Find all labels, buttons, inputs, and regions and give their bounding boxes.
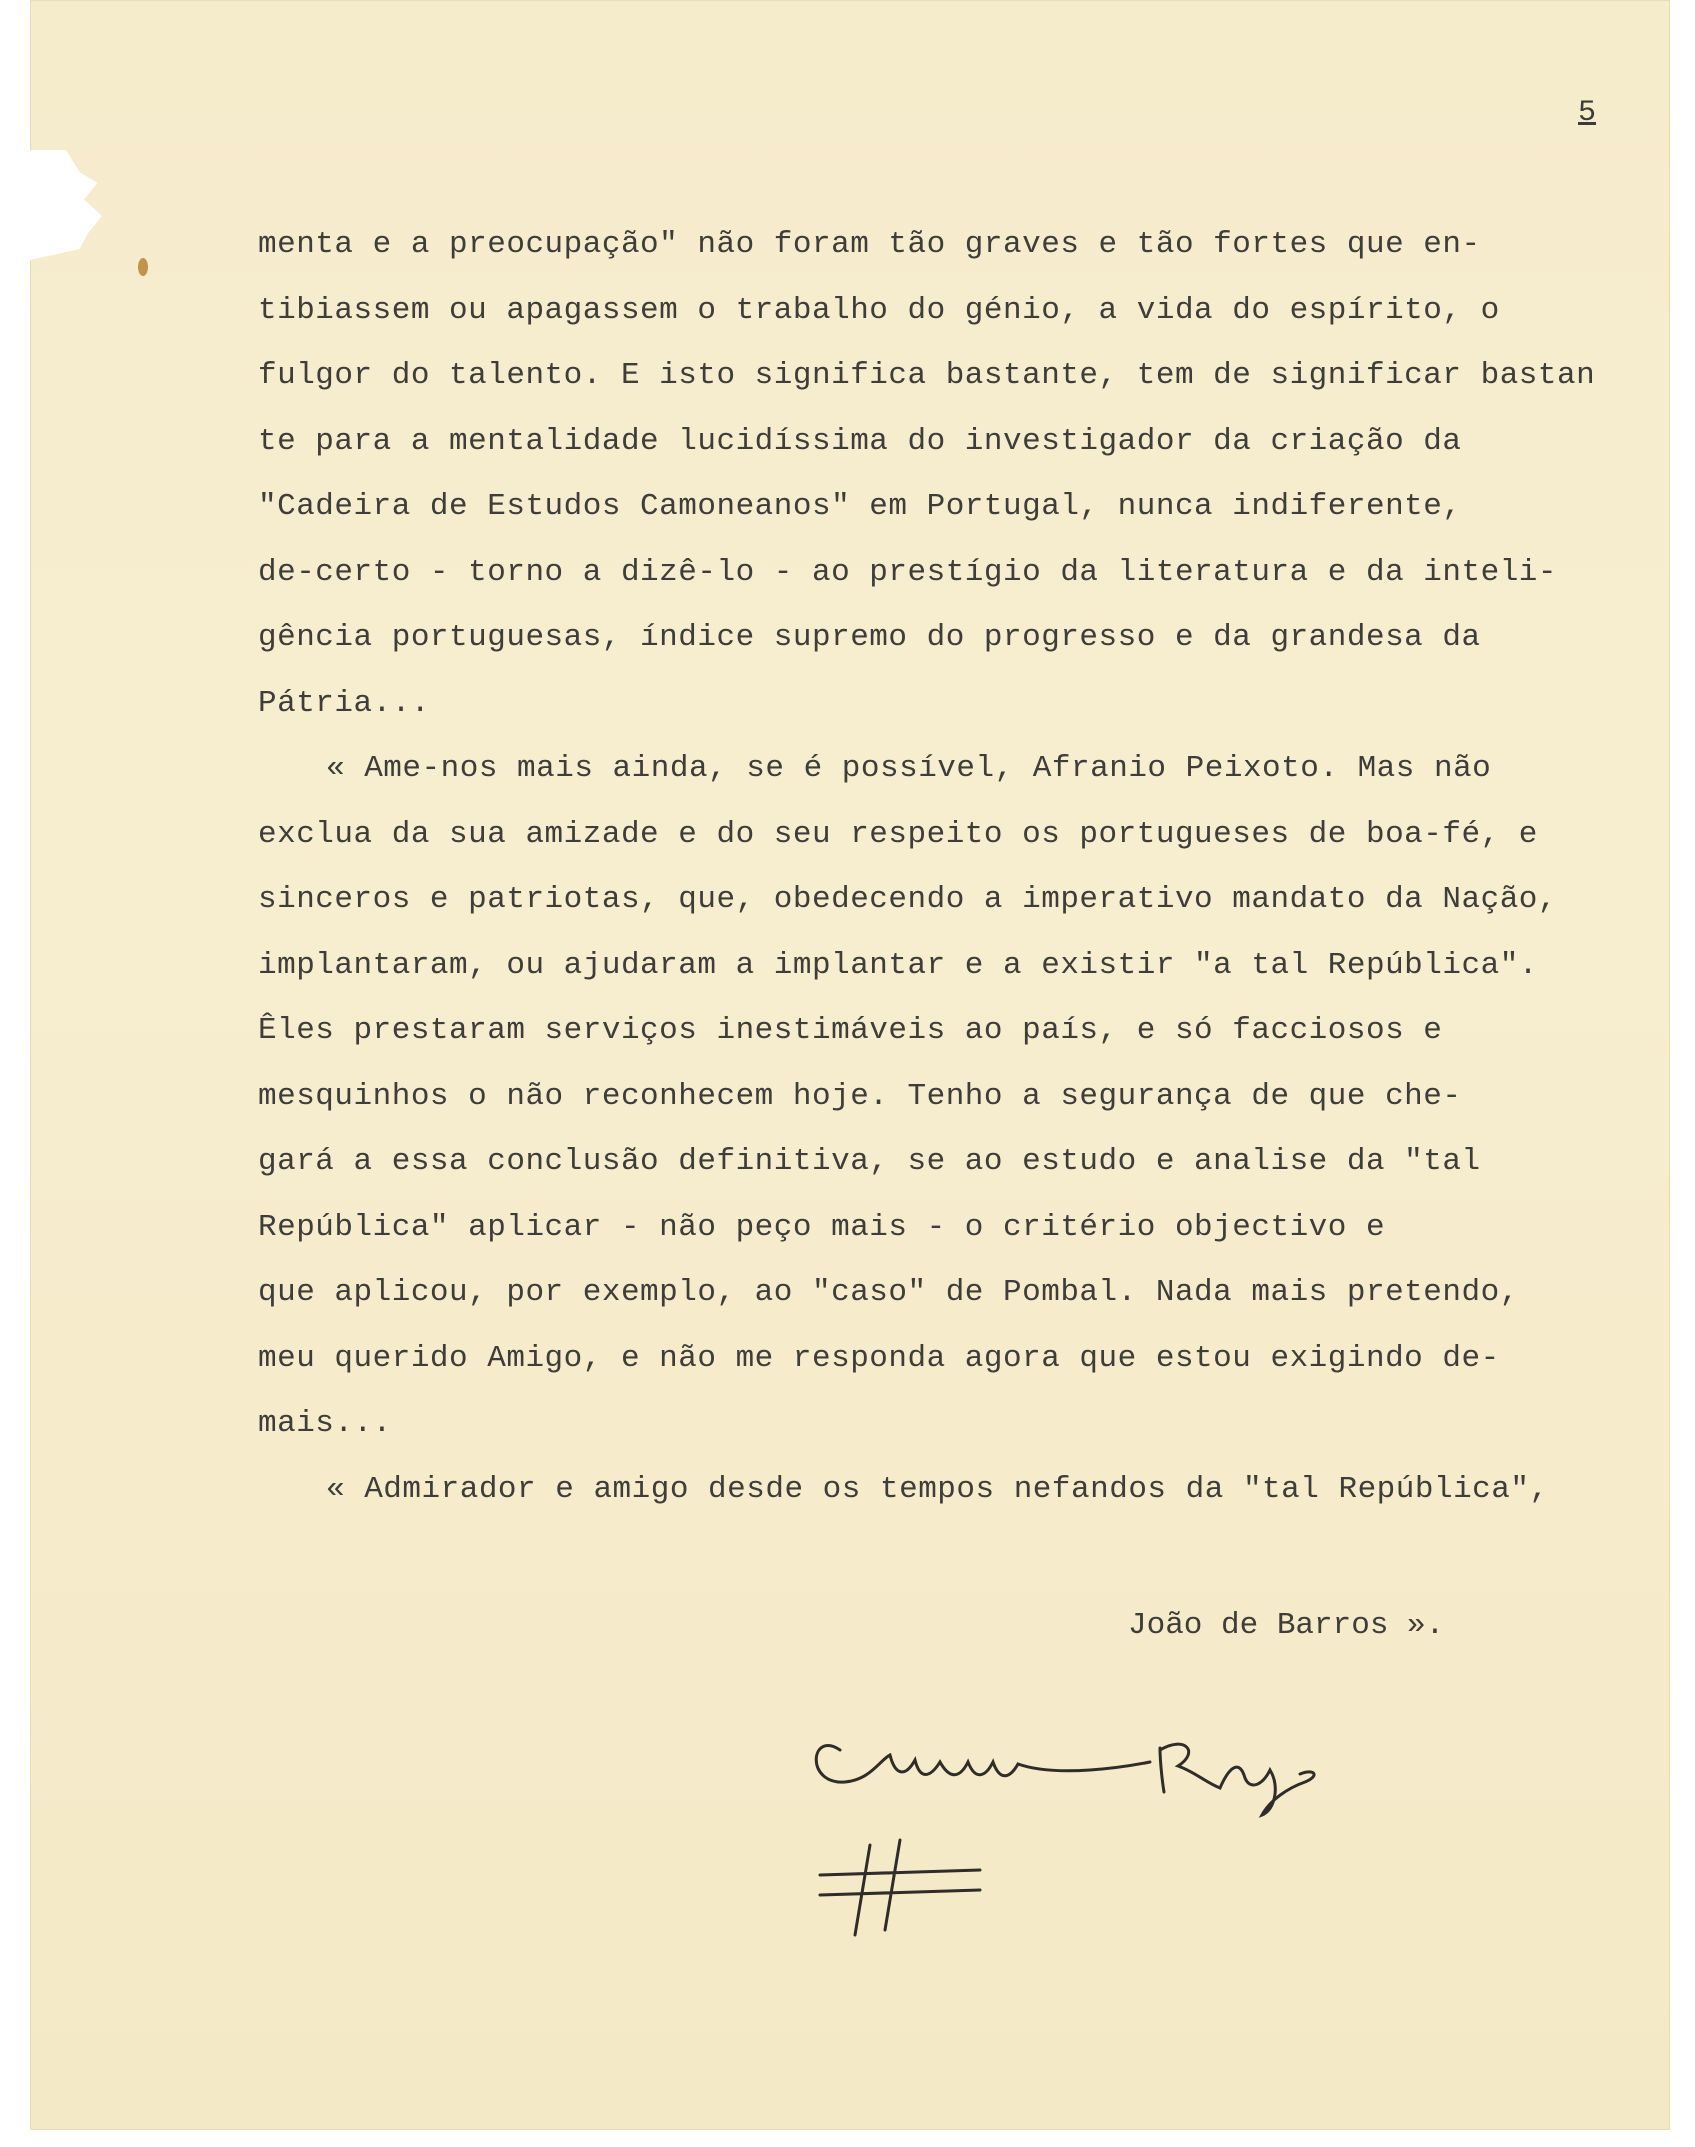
text-line: te para a mentalidade lucidíssima do investigador da criação da [258, 423, 1462, 459]
text-line: « Admirador e amigo desde os tempos nefandos da "tal República", [326, 1471, 1549, 1507]
text-line: "Cadeira de Estudos Camoneanos" em Portugal, nunca indiferente, [258, 489, 1462, 524]
text-line: mesquinhos o não reconhecem hoje. Tenho a segurança de que che- [258, 1078, 1462, 1114]
text-line: fulgor do talento. E isto significa bastante, tem de significar bastan [258, 358, 1596, 393]
text-line: sinceros e patriotas, que, obedecendo a imperativo mandato da Nação, [258, 882, 1558, 917]
text-line: exclua da sua amizade e do seu respeito os portugueses de boa-fé, e [258, 816, 1538, 852]
handwritten-signature [800, 1690, 1500, 1950]
text-line: que aplicou, por exemplo, ao "caso" de Pombal. Nada mais pretendo, [258, 1275, 1519, 1310]
torn-corner [30, 150, 120, 260]
typed-body [258, 212, 1678, 1522]
text-line: Pátria... [258, 685, 430, 721]
text-line: menta e a preocupação" não foram tão graves e tão fortes que en- [258, 227, 1481, 262]
text-line: tibiassem ou apagassem o trabalho do génio, a vida do espírito, o [258, 292, 1500, 328]
text-line: implantaram, ou ajudaram a implantar e a existir "a tal República". [258, 947, 1538, 983]
page-number: 5 [1578, 96, 1597, 130]
text-line: Êles prestaram serviços inestimáveis ao país, e só facciosos e [258, 1013, 1443, 1048]
paper-stain [138, 258, 148, 276]
text-line: « Ame-nos mais ainda, se é possível, Afranio Peixoto. Mas não [326, 751, 1492, 786]
text-line: gência portuguesas, índice supremo do progresso e da grandesa da [258, 620, 1481, 655]
text-line: meu querido Amigo, e não me responda agora que estou exigindo de- [258, 1340, 1500, 1376]
author-signoff: João de Barros ». [1128, 1608, 1445, 1643]
text-line: mais... [258, 1406, 392, 1441]
text-line: República" aplicar - não peço mais - o critério objectivo e [258, 1209, 1386, 1245]
text-line: de-certo - torno a dizê-lo - ao prestígio da literatura e da inteli- [258, 554, 1558, 590]
text-line: gará a essa conclusão definitiva, se ao estudo e analise da "tal [258, 1144, 1481, 1179]
